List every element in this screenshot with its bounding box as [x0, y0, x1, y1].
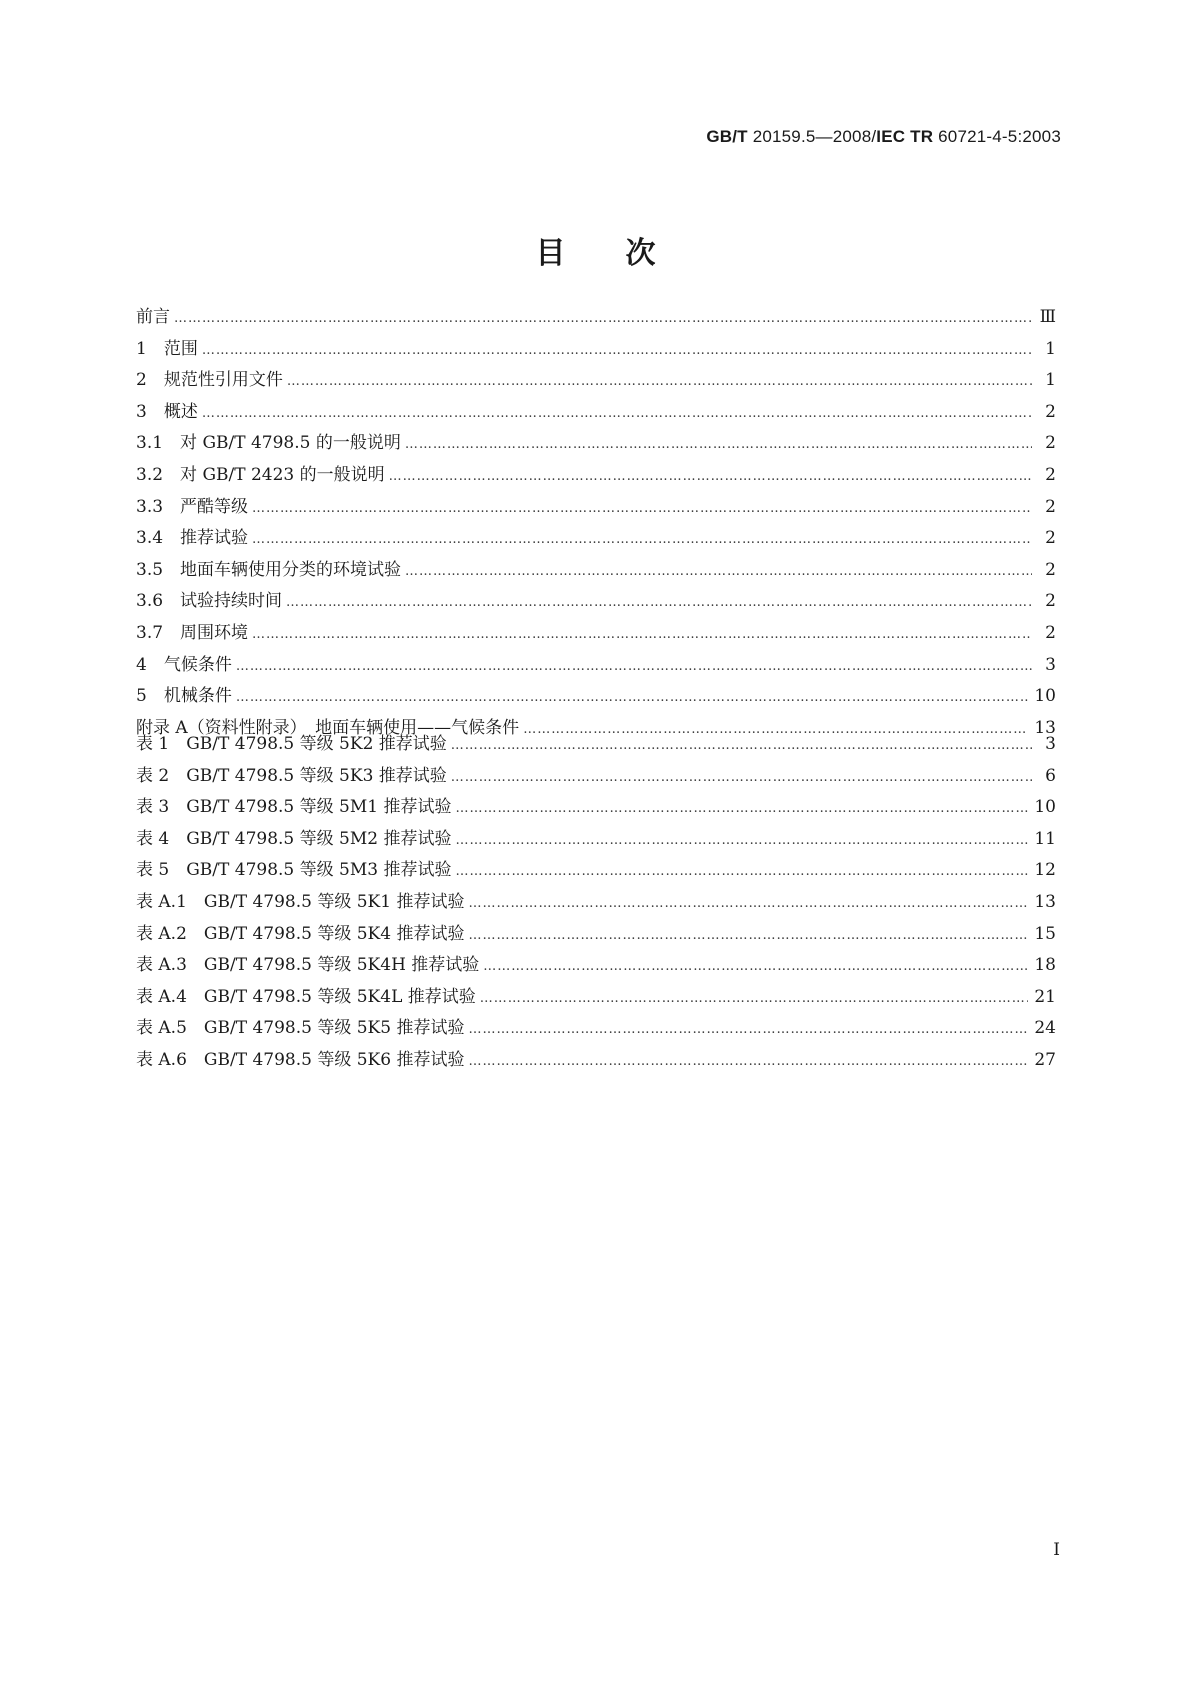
- toc-entry-page: 24: [1034, 1018, 1056, 1039]
- footer-page-number: I: [1053, 1540, 1060, 1560]
- toc-entry-label: 3.2 对 GB/T 2423 的一般说明: [136, 464, 385, 485]
- toc-entry-page: 2: [1045, 433, 1056, 454]
- toc-dot-leader: [451, 738, 1032, 753]
- toc-entry[interactable]: [136, 397, 1056, 429]
- toc-entry-label: 表 A.2 GB/T 4798.5 等级 5K4 推荐试验: [136, 923, 465, 944]
- toc-dot-leader: [202, 406, 1032, 421]
- toc-entry-page: 12: [1034, 860, 1056, 881]
- toc-entry-page: 10: [1034, 686, 1056, 707]
- toc-entry-page: 21: [1034, 986, 1056, 1007]
- toc-entry-label: 表 A.6 GB/T 4798.5 等级 5K6 推荐试验: [136, 1049, 465, 1070]
- toc-entry-page: 1: [1045, 338, 1056, 359]
- toc-dot-leader: [483, 959, 1028, 974]
- toc-entry-page: 2: [1045, 559, 1056, 580]
- toc-entry-label: 1 范围: [136, 338, 198, 359]
- toc-entry[interactable]: [136, 650, 1056, 682]
- toc-entry-label: 表 1 GB/T 4798.5 等级 5K2 推荐试验: [136, 734, 447, 754]
- toc-dot-leader: [252, 532, 1032, 547]
- toc-entry[interactable]: [136, 460, 1056, 492]
- toc-dot-leader: [287, 374, 1032, 389]
- toc-entry[interactable]: [136, 302, 1056, 334]
- toc-entry[interactable]: [136, 982, 1056, 1014]
- toc-dot-leader: [456, 801, 1029, 816]
- toc-dot-leader: [286, 595, 1032, 610]
- standard-code-bold-2: IEC TR: [876, 127, 934, 146]
- toc-dot-leader: [252, 627, 1032, 642]
- toc-entry-page: 3: [1045, 654, 1056, 675]
- toc-entry-page: 10: [1034, 797, 1056, 818]
- toc-entry-page: 27: [1034, 1049, 1056, 1070]
- toc-entry-page: 15: [1034, 923, 1056, 944]
- toc-entry-page: 13: [1034, 891, 1056, 912]
- toc-dot-leader: [468, 928, 1028, 943]
- toc-entry-label: 表 A.4 GB/T 4798.5 等级 5K4L 推荐试验: [136, 986, 476, 1007]
- toc-entry[interactable]: [136, 618, 1056, 650]
- toc-entry-page: 2: [1045, 401, 1056, 422]
- toc-dot-leader: [202, 343, 1032, 358]
- toc-dot-leader: [236, 690, 1029, 705]
- toc-entry-page: 6: [1045, 765, 1056, 786]
- toc-dot-leader: [468, 896, 1028, 911]
- toc-dot-leader: [405, 564, 1032, 579]
- toc-entry[interactable]: [136, 1013, 1056, 1045]
- toc-entry-page: Ⅲ: [1039, 307, 1056, 327]
- toc-entry[interactable]: [136, 586, 1056, 618]
- toc-entry[interactable]: [136, 681, 1056, 713]
- standard-code: [706, 127, 1061, 147]
- toc-entry-label: 3.4 推荐试验: [136, 528, 249, 549]
- toc-dot-leader: [456, 833, 1029, 848]
- toc-entry[interactable]: [136, 761, 1056, 793]
- toc-entry-label: 表 3 GB/T 4798.5 等级 5M1 推荐试验: [136, 797, 452, 818]
- toc-entry-label: 3 概述: [136, 401, 198, 422]
- toc-dot-leader: [405, 437, 1032, 452]
- toc-dot-leader: [451, 770, 1032, 785]
- toc-entry-label: 表 2 GB/T 4798.5 等级 5K3 推荐试验: [136, 765, 447, 786]
- toc-entry-label: 表 A.5 GB/T 4798.5 等级 5K5 推荐试验: [136, 1018, 465, 1039]
- toc-entry[interactable]: [136, 887, 1056, 919]
- toc-entry-label: 5 机械条件: [136, 686, 232, 707]
- toc-entry-label: 4 气候条件: [136, 654, 232, 675]
- toc-entry-label: 3.5 地面车辆使用分类的环境试验: [136, 559, 402, 580]
- toc-entry-page: 2: [1045, 464, 1056, 485]
- toc-entry-page: 18: [1034, 955, 1056, 976]
- page-title: 目次: [535, 236, 716, 271]
- toc-entry-page: 1: [1045, 370, 1056, 391]
- toc-entry[interactable]: [136, 523, 1056, 555]
- toc-entry-label: 2 规范性引用文件: [136, 370, 283, 391]
- toc-dot-leader: [252, 501, 1032, 516]
- toc-entry-page: 13: [1034, 717, 1056, 738]
- toc-entry[interactable]: [136, 792, 1056, 824]
- toc-entry-page: 2: [1045, 496, 1056, 517]
- toc-tables-list: [136, 729, 1056, 1077]
- toc-entry[interactable]: [136, 1045, 1056, 1077]
- toc-sections-list: [136, 302, 1056, 744]
- toc-entry[interactable]: [136, 492, 1056, 524]
- toc-entry-page: 2: [1045, 591, 1056, 612]
- toc-entry-label: 3.6 试验持续时间: [136, 591, 283, 612]
- toc-entry-label: 表 4 GB/T 4798.5 等级 5M2 推荐试验: [136, 828, 452, 849]
- toc-entry-label: 3.3 严酷等级: [136, 496, 249, 517]
- toc-entry-label: 表 5 GB/T 4798.5 等级 5M3 推荐试验: [136, 860, 452, 881]
- toc-entry-label: 前言: [136, 307, 170, 327]
- toc-entry-page: 11: [1034, 828, 1056, 849]
- toc-entry[interactable]: [136, 334, 1056, 366]
- toc-entry[interactable]: [136, 950, 1056, 982]
- toc-dot-leader: [468, 1054, 1028, 1069]
- toc-entry-label: 表 A.3 GB/T 4798.5 等级 5K4H 推荐试验: [136, 955, 480, 976]
- toc-dot-leader: [389, 469, 1032, 484]
- toc-dot-leader: [236, 659, 1032, 674]
- toc-entry-page: 2: [1045, 528, 1056, 549]
- toc-entry[interactable]: [136, 365, 1056, 397]
- toc-entry[interactable]: [136, 428, 1056, 460]
- toc-entry[interactable]: [136, 555, 1056, 587]
- toc-entry-label: 3.7 周围环境: [136, 622, 249, 643]
- toc-dot-leader: [456, 864, 1029, 879]
- toc-entry-page: 2: [1045, 622, 1056, 643]
- toc-entry[interactable]: [136, 729, 1056, 761]
- toc-entry-label: 表 A.1 GB/T 4798.5 等级 5K1 推荐试验: [136, 891, 465, 912]
- toc-dot-leader: [480, 991, 1029, 1006]
- standard-code-bold-1: GB/T: [706, 127, 748, 146]
- toc-entry-label: 附录 A（资料性附录） 地面车辆使用——气候条件: [136, 717, 520, 738]
- toc-entry-page: 3: [1045, 734, 1056, 754]
- toc-entry-label: 3.1 对 GB/T 4798.5 的一般说明: [136, 433, 401, 454]
- toc-dot-leader: [174, 311, 1032, 326]
- standard-code-part-1: 20159.5—2008/: [747, 127, 877, 146]
- standard-code-part-2: 60721-4-5:2003: [933, 127, 1061, 146]
- toc-entry[interactable]: [136, 855, 1056, 887]
- toc-entry[interactable]: [136, 919, 1056, 951]
- toc-entry[interactable]: [136, 824, 1056, 856]
- toc-dot-leader: [468, 1022, 1028, 1037]
